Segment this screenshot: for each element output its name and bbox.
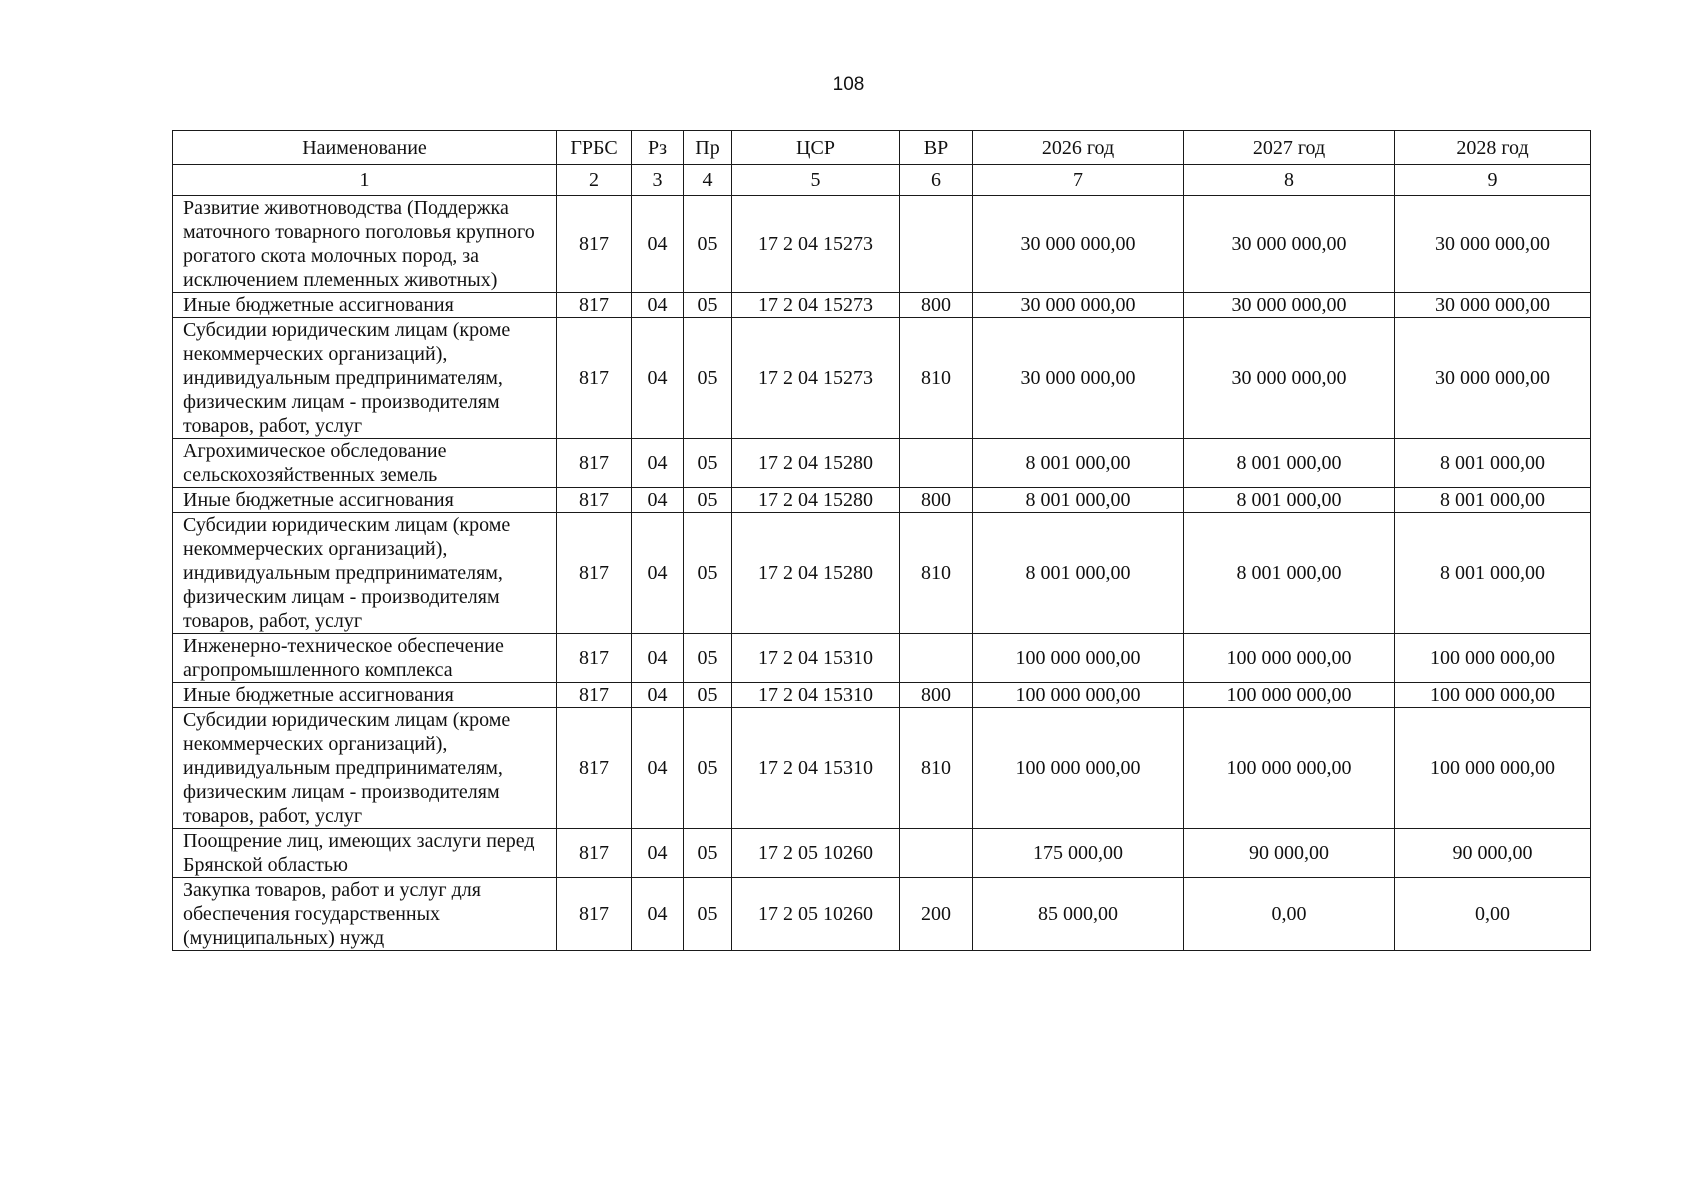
row-2028-cell: 100 000 000,00	[1395, 634, 1591, 683]
row-rz-cell: 04	[632, 634, 684, 683]
row-vr-cell: 800	[900, 488, 973, 513]
row-pr-cell: 05	[684, 829, 732, 878]
row-csr-cell: 17 2 04 15273	[732, 293, 900, 318]
table-body	[173, 196, 1591, 951]
row-2026-cell: 8 001 000,00	[973, 513, 1184, 634]
row-name-cell: Закупка товаров, работ и услуг для обеспечения государственных (муниципальных) нужд	[173, 878, 557, 951]
column-number: 2	[557, 165, 632, 196]
row-vr-cell	[900, 439, 973, 488]
row-csr-cell: 17 2 05 10260	[732, 878, 900, 951]
row-vr-cell: 200	[900, 878, 973, 951]
header-csr: ЦСР	[732, 131, 900, 165]
row-name-cell: Иные бюджетные ассигнования	[173, 488, 557, 513]
row-name-cell: Инженерно-техническое обеспечение агропромышленного комплекса	[173, 634, 557, 683]
table-row	[173, 634, 1591, 683]
row-2026-cell: 175 000,00	[973, 829, 1184, 878]
row-csr-cell: 17 2 04 15280	[732, 513, 900, 634]
row-csr-cell: 17 2 04 15310	[732, 708, 900, 829]
row-2027-cell: 30 000 000,00	[1184, 318, 1395, 439]
row-vr-cell: 810	[900, 318, 973, 439]
row-2026-cell: 30 000 000,00	[973, 318, 1184, 439]
row-2027-cell: 8 001 000,00	[1184, 488, 1395, 513]
column-number: 4	[684, 165, 732, 196]
row-2028-cell: 8 001 000,00	[1395, 488, 1591, 513]
row-rz-cell: 04	[632, 878, 684, 951]
row-vr-cell: 800	[900, 293, 973, 318]
row-2026-cell: 8 001 000,00	[973, 439, 1184, 488]
row-csr-cell: 17 2 05 10260	[732, 829, 900, 878]
row-rz-cell: 04	[632, 439, 684, 488]
row-grbs-cell: 817	[557, 439, 632, 488]
header-2027: 2027 год	[1184, 131, 1395, 165]
header-pr: Пр	[684, 131, 732, 165]
row-2027-cell: 30 000 000,00	[1184, 196, 1395, 293]
row-pr-cell: 05	[684, 439, 732, 488]
header-row	[173, 131, 1591, 165]
row-2028-cell: 0,00	[1395, 878, 1591, 951]
column-number: 8	[1184, 165, 1395, 196]
row-2026-cell: 30 000 000,00	[973, 293, 1184, 318]
row-name-cell: Субсидии юридическим лицам (кроме некоммерческих организаций), индивидуальным предпринимателям, физическим лицам - производителям товаров, работ, услуг	[173, 318, 557, 439]
row-2026-cell: 8 001 000,00	[973, 488, 1184, 513]
row-2027-cell: 100 000 000,00	[1184, 634, 1395, 683]
budget-table	[172, 130, 1591, 951]
row-name-cell: Субсидии юридическим лицам (кроме некоммерческих организаций), индивидуальным предпринимателям, физическим лицам - производителям товаров, работ, услуг	[173, 513, 557, 634]
row-vr-cell: 810	[900, 708, 973, 829]
row-csr-cell: 17 2 04 15273	[732, 318, 900, 439]
header-vr: ВР	[900, 131, 973, 165]
table-row	[173, 488, 1591, 513]
row-2028-cell: 30 000 000,00	[1395, 196, 1591, 293]
column-number: 1	[173, 165, 557, 196]
header-grbs: ГРБС	[557, 131, 632, 165]
column-number: 7	[973, 165, 1184, 196]
row-csr-cell: 17 2 04 15280	[732, 439, 900, 488]
row-grbs-cell: 817	[557, 488, 632, 513]
column-number: 3	[632, 165, 684, 196]
row-pr-cell: 05	[684, 488, 732, 513]
row-2026-cell: 85 000,00	[973, 878, 1184, 951]
row-2028-cell: 8 001 000,00	[1395, 513, 1591, 634]
row-grbs-cell: 817	[557, 513, 632, 634]
column-number: 6	[900, 165, 973, 196]
table-row	[173, 708, 1591, 829]
row-vr-cell: 800	[900, 683, 973, 708]
row-grbs-cell: 817	[557, 318, 632, 439]
page-number: 108	[832, 74, 865, 95]
row-grbs-cell: 817	[557, 708, 632, 829]
table-row	[173, 439, 1591, 488]
header-rz: Рз	[632, 131, 684, 165]
row-pr-cell: 05	[684, 878, 732, 951]
row-name-cell: Развитие животноводства (Поддержка маточного товарного поголовья крупного рогатого скота молочных пород, за исключением племенных животных)	[173, 196, 557, 293]
row-grbs-cell: 817	[557, 683, 632, 708]
row-grbs-cell: 817	[557, 293, 632, 318]
row-name-cell: Субсидии юридическим лицам (кроме некоммерческих организаций), индивидуальным предпринимателям, физическим лицам - производителям товаров, работ, услуг	[173, 708, 557, 829]
row-2027-cell: 30 000 000,00	[1184, 293, 1395, 318]
row-name-cell: Поощрение лиц, имеющих заслуги перед Брянской областью	[173, 829, 557, 878]
row-vr-cell: 810	[900, 513, 973, 634]
header-name: Наименование	[173, 131, 557, 165]
row-pr-cell: 05	[684, 634, 732, 683]
row-2028-cell: 30 000 000,00	[1395, 318, 1591, 439]
table-row	[173, 683, 1591, 708]
row-2027-cell: 100 000 000,00	[1184, 683, 1395, 708]
row-rz-cell: 04	[632, 196, 684, 293]
row-2027-cell: 8 001 000,00	[1184, 513, 1395, 634]
row-2026-cell: 100 000 000,00	[973, 708, 1184, 829]
row-pr-cell: 05	[684, 513, 732, 634]
row-rz-cell: 04	[632, 513, 684, 634]
row-grbs-cell: 817	[557, 196, 632, 293]
row-rz-cell: 04	[632, 708, 684, 829]
row-vr-cell	[900, 829, 973, 878]
header-2028: 2028 год	[1395, 131, 1591, 165]
row-2026-cell: 30 000 000,00	[973, 196, 1184, 293]
row-csr-cell: 17 2 04 15310	[732, 683, 900, 708]
row-csr-cell: 17 2 04 15280	[732, 488, 900, 513]
column-number: 9	[1395, 165, 1591, 196]
row-2028-cell: 100 000 000,00	[1395, 683, 1591, 708]
row-2028-cell: 8 001 000,00	[1395, 439, 1591, 488]
row-2027-cell: 8 001 000,00	[1184, 439, 1395, 488]
row-csr-cell: 17 2 04 15310	[732, 634, 900, 683]
row-2028-cell: 30 000 000,00	[1395, 293, 1591, 318]
column-number: 5	[732, 165, 900, 196]
row-pr-cell: 05	[684, 318, 732, 439]
row-pr-cell: 05	[684, 293, 732, 318]
row-2027-cell: 0,00	[1184, 878, 1395, 951]
row-2027-cell: 100 000 000,00	[1184, 708, 1395, 829]
row-csr-cell: 17 2 04 15273	[732, 196, 900, 293]
table-row	[173, 878, 1591, 951]
row-rz-cell: 04	[632, 293, 684, 318]
row-name-cell: Иные бюджетные ассигнования	[173, 293, 557, 318]
column-number-row	[173, 165, 1591, 196]
row-pr-cell: 05	[684, 196, 732, 293]
table-row	[173, 318, 1591, 439]
row-pr-cell: 05	[684, 683, 732, 708]
row-name-cell: Агрохимическое обследование сельскохозяйственных земель	[173, 439, 557, 488]
row-name-cell: Иные бюджетные ассигнования	[173, 683, 557, 708]
row-2027-cell: 90 000,00	[1184, 829, 1395, 878]
row-2026-cell: 100 000 000,00	[973, 634, 1184, 683]
table-row	[173, 829, 1591, 878]
table-row	[173, 196, 1591, 293]
row-vr-cell	[900, 196, 973, 293]
row-rz-cell: 04	[632, 488, 684, 513]
row-grbs-cell: 817	[557, 634, 632, 683]
row-rz-cell: 04	[632, 829, 684, 878]
row-grbs-cell: 817	[557, 878, 632, 951]
row-2026-cell: 100 000 000,00	[973, 683, 1184, 708]
row-rz-cell: 04	[632, 318, 684, 439]
header-2026: 2026 год	[973, 131, 1184, 165]
row-grbs-cell: 817	[557, 829, 632, 878]
row-2028-cell: 90 000,00	[1395, 829, 1591, 878]
table-row	[173, 513, 1591, 634]
row-vr-cell	[900, 634, 973, 683]
row-pr-cell: 05	[684, 708, 732, 829]
row-rz-cell: 04	[632, 683, 684, 708]
table-row	[173, 293, 1591, 318]
row-2028-cell: 100 000 000,00	[1395, 708, 1591, 829]
